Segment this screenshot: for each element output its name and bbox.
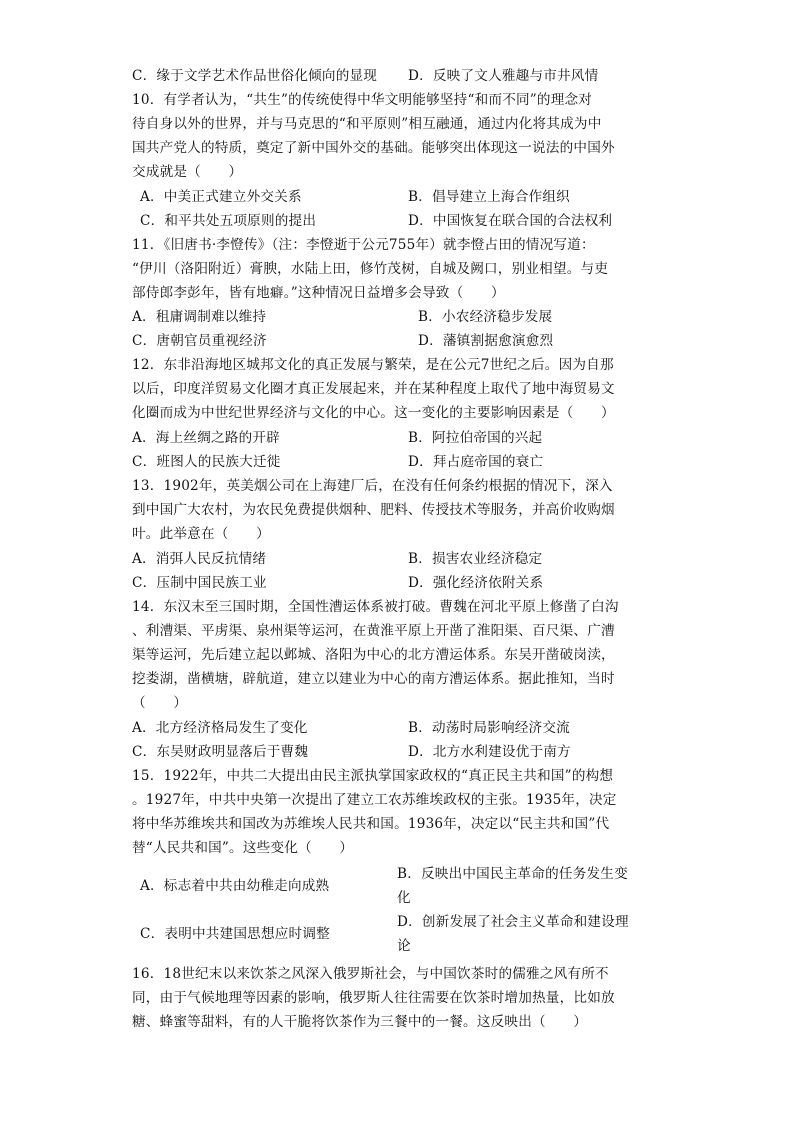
question-stem-line: 15．1922年，中共二大提出由民主派执掌国家政权的“真正民主共和国”的构想 <box>132 768 614 784</box>
question-stem-line: 、利漕渠、平虏渠、泉州渠等运河，在黄淮平原上开凿了淮阳渠、百尺渠、广漕 <box>132 623 615 639</box>
question-stem-line: “伊川（洛阳附近）膏腴，水陆上田，修竹茂树，自城及阙口，别业相望。与吏 <box>132 261 609 277</box>
question-stem-line: 13．1902年，英美烟公司在上海建厂后，在没有任何条约根据的情况下，深入 <box>132 478 613 494</box>
option-d-line2: 论 <box>397 938 411 954</box>
question-stem-line: 到中国广大农村，为农民免费提供烟种、肥料、传授技术等服务，并高价收购烟 <box>132 502 615 518</box>
option-c: C．唐朝官员重视经济 <box>132 333 267 349</box>
option-b: B．小农经济稳步发展 <box>418 309 553 325</box>
question-stem-line: （ ） <box>132 695 188 711</box>
option-c: C．表明中共建国思想应时调整 <box>140 926 330 942</box>
option-a: A．消弭人民反抗情绪 <box>132 551 267 567</box>
option-a: A．中美正式建立外交关系 <box>140 189 302 205</box>
question-stem-line: 11．《旧唐书·李憕传》（注：李憕逝于公元755年）就李憕占田的情况写道： <box>132 237 595 253</box>
option-c: C．班图人的民族大迁徙 <box>132 454 281 470</box>
option-d: D．中国恢复在联合国的合法权利 <box>408 213 613 229</box>
question-stem-line: 待自身以外的世界，并与马克思的“和平原则”相互融通，通过内化将其成为中 <box>132 116 602 132</box>
option-b-line2: 化 <box>397 890 411 906</box>
question-stem-line: 12．东非沿海地区城邦文化的真正发展与繁荣，是在公元7世纪之后。因为自那 <box>132 357 614 373</box>
option-c: C．压制中国民族工业 <box>132 575 267 591</box>
option-b-line1: B．反映出中国民主革命的任务发生变 <box>397 866 628 882</box>
option-a: A．海上丝绸之路的开辟 <box>132 430 280 446</box>
question-stem-line: 16．18世纪末以来饮茶之风深入俄罗斯社会，与中国饮茶时的儒雅之风有所不 <box>132 966 609 982</box>
option-d: D．强化经济依附关系 <box>408 575 544 591</box>
question-stem-line: 替“人民共和国”。这些变化（ ） <box>132 840 354 856</box>
question-stem-line: 挖娄湖，凿横塘，辟航道，建立以建业为中心的南方漕运体系。据此推知，当时 <box>132 671 615 687</box>
option-d: D．北方水利建设优于南方 <box>408 744 571 760</box>
question-stem-line: 化圈而成为中世纪世界经济与文化的中心。这一变化的主要影响因素是（ ） <box>132 405 615 421</box>
question-stem-line: 国共产党人的特质，奠定了新中国外交的基础。能够突出体现这一说法的中国外 <box>132 140 615 156</box>
question-stem-line: 交成就是（ ） <box>132 164 243 180</box>
question-stem-line: 10．有学者认为，“共生”的传统使得中华文明能够坚持“和而不同”的理念对 <box>132 92 593 108</box>
option-b: B．损害农业经济稳定 <box>408 551 543 567</box>
option-a: A．租庸调制难以维持 <box>132 309 267 325</box>
question-stem-line: 将中华苏维埃共和国改为苏维埃人民共和国。1936年，决定以“民主共和国”代 <box>132 816 610 832</box>
option-a: A．北方经济格局发生了变化 <box>132 720 308 736</box>
option-b: B．倡导建立上海合作组织 <box>408 189 570 205</box>
option-d: D．藩镇割据愈演愈烈 <box>418 333 554 349</box>
option-c: C．和平共处五项原则的提出 <box>140 213 317 229</box>
question-stem-line: 14．东汉末至三国时期，全国性漕运体系被打破。曹魏在河北平原上修凿了白沟 <box>132 599 619 615</box>
question-stem-line: 以后，印度洋贸易文化圈才真正发展起来，并在某种程度上取代了地中海贸易文 <box>132 381 615 397</box>
option-b: B．动荡时局影响经济交流 <box>408 720 570 736</box>
prev-option-c: C．缘于文学艺术作品世俗化倾向的显现 <box>132 68 378 84</box>
question-stem-line: 。1927年，中共中央第一次提出了建立工农苏维埃政权的主张。1935年，决定 <box>132 792 617 808</box>
question-stem-line: 糖、蜂蜜等甜料，有的人干脆将饮茶作为三餐中的一餐。这反映出（ ） <box>132 1014 588 1030</box>
question-stem-line: 部侍郎李彭年，皆有地癖。”这种情况日益增多会导致（ ） <box>132 285 505 301</box>
prev-option-d: D．反映了文人雅趣与市井风情 <box>408 68 599 84</box>
question-stem-line: 渠等运河，先后建立起以邺城、洛阳为中心的北方漕运体系。东吴开凿破岗渎， <box>132 647 615 663</box>
option-c: C．东吴财政明显落后于曹魏 <box>132 744 309 760</box>
option-b: B．阿拉伯帝国的兴起 <box>408 430 543 446</box>
question-stem-line: 同，由于气候地理等因素的影响，俄罗斯人往往需要在饮茶时增加热量，比如放 <box>132 990 615 1006</box>
option-d: D．拜占庭帝国的衰亡 <box>408 454 544 470</box>
option-d-line1: D．创新发展了社会主义革命和建设理 <box>397 914 629 930</box>
question-stem-line: 叶。此举意在（ ） <box>132 526 270 542</box>
option-a: A．标志着中共由幼稚走向成熟 <box>140 878 330 894</box>
